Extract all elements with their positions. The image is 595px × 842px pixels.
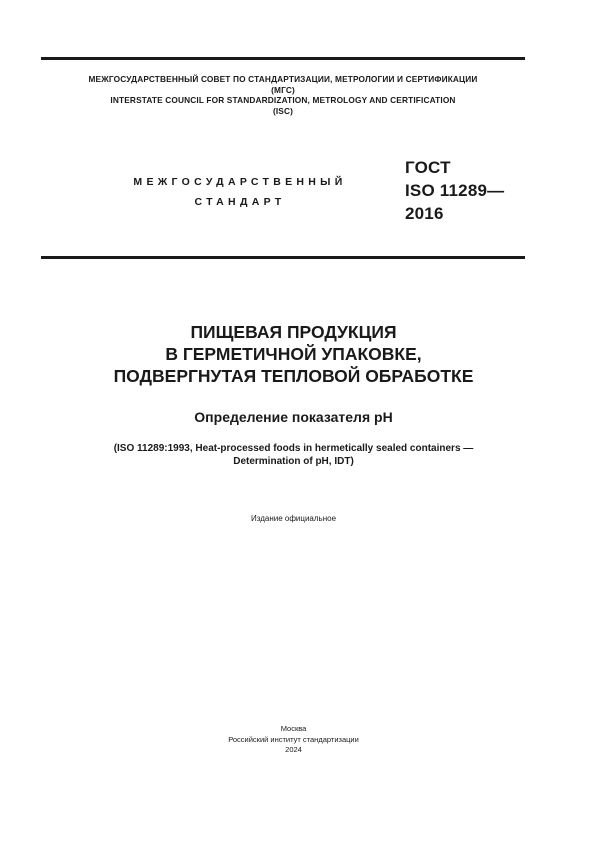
title-line1: ПИЩЕВАЯ ПРОДУКЦИЯ bbox=[190, 322, 397, 342]
edition-note: Издание официальное bbox=[250, 514, 337, 523]
standard-type-line1: МЕЖГОСУДАРСТВЕННЫЙ bbox=[133, 176, 347, 188]
iso-reference-line1: (ISO 11289:1993, Heat-processed foods in hermetically sealed containers — bbox=[113, 443, 474, 454]
standard-type-line2: СТАНДАРТ bbox=[194, 196, 286, 208]
designation-line1: ГОСТ bbox=[405, 158, 451, 177]
title-line2: В ГЕРМЕТИЧНОЙ УПАКОВКЕ, bbox=[165, 344, 422, 364]
imprint-city: Москва bbox=[280, 724, 307, 733]
title-line3: ПОДВЕРГНУТАЯ ТЕПЛОВОЙ ОБРАБОТКЕ bbox=[113, 366, 474, 386]
top-rule bbox=[41, 57, 525, 60]
document-subtitle: Определение показателя pH bbox=[194, 409, 393, 425]
designation-line3: 2016 bbox=[405, 204, 444, 223]
standard-designation bbox=[405, 156, 504, 225]
imprint bbox=[41, 724, 546, 756]
imprint-publisher: Российский институт стандартизации bbox=[228, 734, 359, 744]
designation-line2: ISO 11289— bbox=[405, 181, 505, 200]
council-name-ru: МЕЖГОСУДАРСТВЕННЫЙ СОВЕТ ПО СТАНДАРТИЗАЦИИ, МЕТРОЛОГИИ И СЕРТИФИКАЦИИ bbox=[88, 74, 478, 84]
standard-type bbox=[120, 172, 360, 212]
council-name-en: INTERSTATE COUNCIL FOR STANDARDIZATION, METROLOGY AND CERTIFICATION bbox=[110, 95, 456, 106]
council-abbr-en: (ISC) bbox=[272, 106, 294, 117]
iso-reference bbox=[41, 442, 546, 468]
council-abbr-ru: (МГС) bbox=[271, 84, 295, 95]
document-title bbox=[41, 321, 546, 387]
iso-reference-line2: Determination of pH, IDT) bbox=[233, 456, 354, 467]
imprint-year: 2024 bbox=[285, 745, 302, 754]
council-header bbox=[41, 74, 525, 117]
middle-rule bbox=[41, 256, 525, 259]
